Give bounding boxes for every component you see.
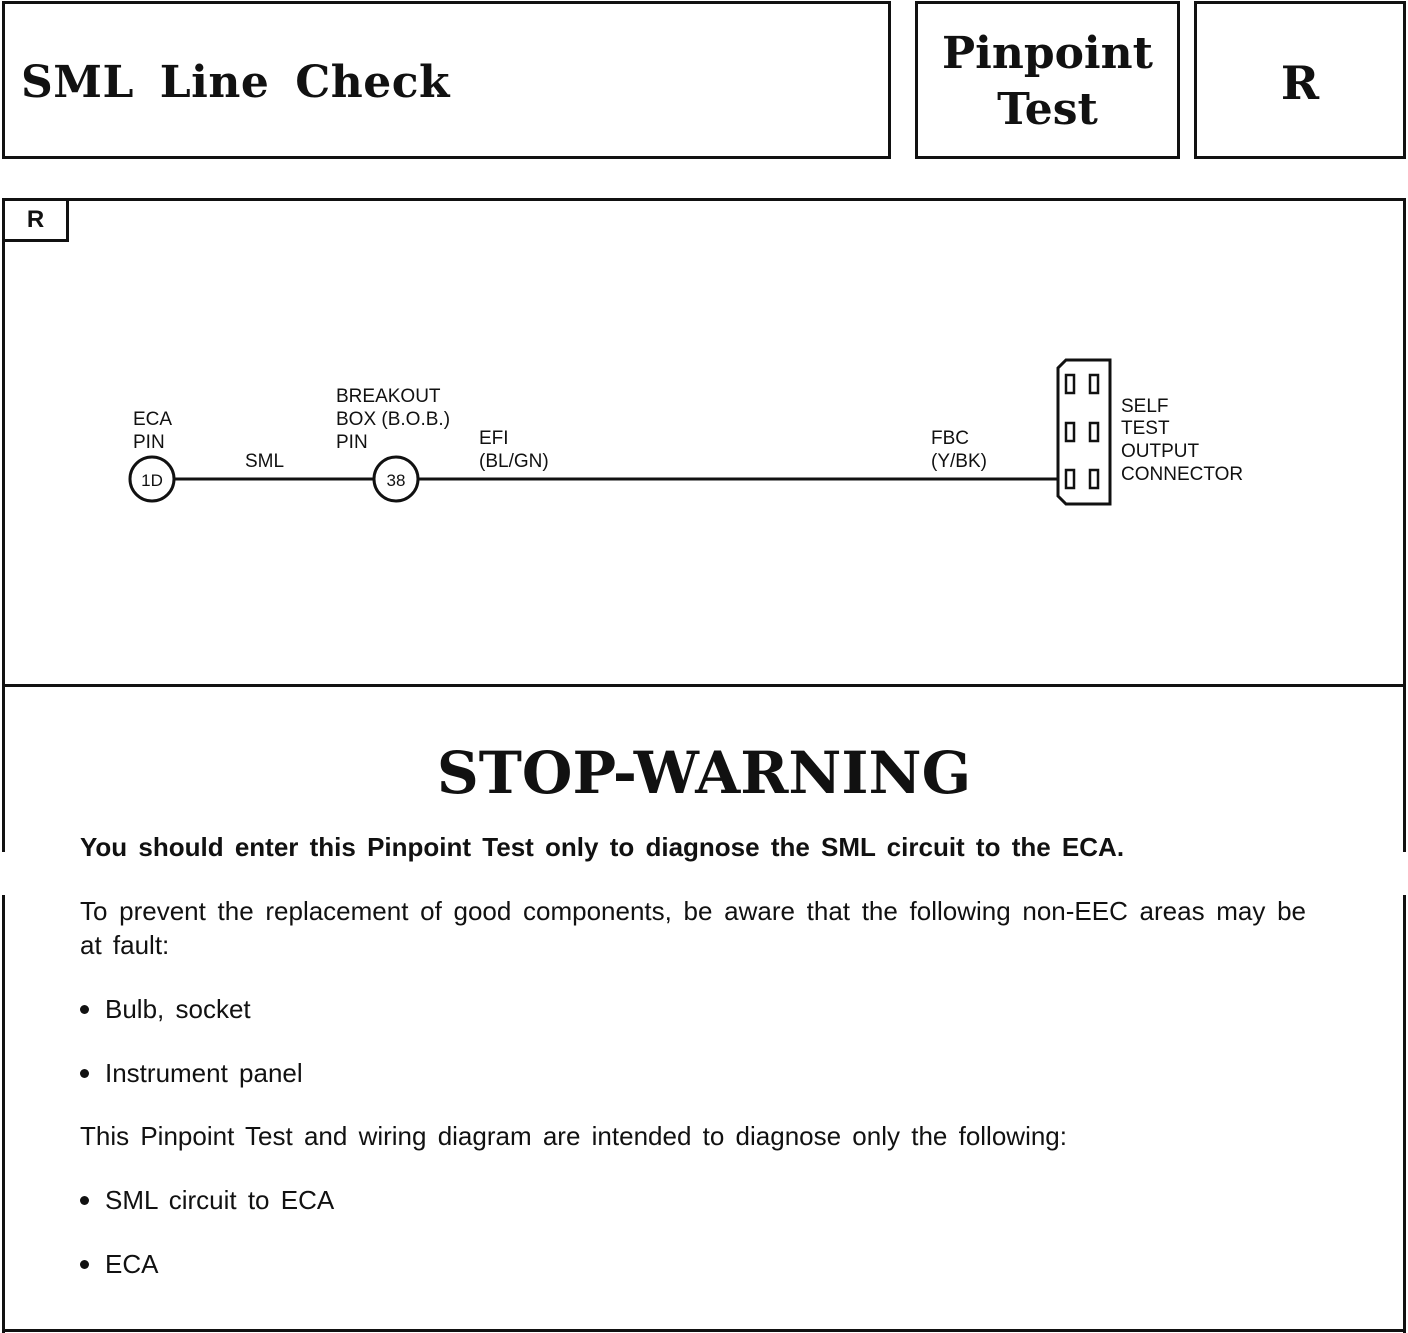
eca-label-line2: PIN xyxy=(133,432,165,453)
connector-label-line4: CONNECTOR xyxy=(1121,464,1244,485)
bob-label-line1: BREAKOUT xyxy=(336,386,441,407)
document-title: SML Line Check xyxy=(21,57,450,108)
list-item xyxy=(80,1183,334,1217)
test-code: R xyxy=(1280,56,1320,110)
connector-label-line2: TEST xyxy=(1121,418,1170,439)
eca-label-line1: ECA xyxy=(133,409,173,430)
list-item-label: Bulb, socket xyxy=(105,994,251,1024)
eca-pin-number: 1D xyxy=(141,471,163,490)
list-item-label: SML circuit to ECA xyxy=(105,1185,335,1215)
list-item xyxy=(80,1247,158,1281)
wiring-diagram-panel xyxy=(2,198,1406,687)
list-item xyxy=(80,1056,303,1090)
bob-pin-number: 38 xyxy=(386,471,406,490)
warning-title: STOP-WARNING xyxy=(436,739,972,807)
bullet-icon xyxy=(80,1260,89,1269)
wire-fbc-label-line2: (Y/BK) xyxy=(931,451,987,472)
bob-label-line3: PIN xyxy=(336,432,368,453)
warning-border-right-lower xyxy=(1403,895,1406,1333)
test-type-label: Pinpoint Test xyxy=(942,28,1153,135)
list-item xyxy=(80,992,251,1026)
wire-fbc-label-line1: FBC xyxy=(931,428,969,449)
bullet-icon xyxy=(80,1196,89,1205)
warning-intro: You should enter this Pinpoint Test only to diagnose the SML circuit to the ECA. xyxy=(80,832,1125,862)
warning-paragraph-1: To prevent the replacement of good components, be aware that the following non-EEC areas may be at fault: xyxy=(80,896,1306,960)
wire-sml-label: SML xyxy=(245,451,285,472)
list-item-label: ECA xyxy=(105,1249,159,1279)
bullet-icon xyxy=(80,1069,89,1078)
bob-label-line2: BOX (B.O.B.) xyxy=(336,409,451,430)
connector-label-line3: OUTPUT xyxy=(1121,441,1200,462)
list-item-label: Instrument panel xyxy=(105,1058,303,1088)
bullet-icon xyxy=(80,1005,89,1014)
warning-border-left-lower xyxy=(2,895,5,1333)
wire-efi-label-line1: EFI xyxy=(479,428,509,449)
warning-paragraph-2: This Pinpoint Test and wiring diagram are intended to diagnose only the following: xyxy=(80,1121,1067,1151)
connector-label-line1: SELF xyxy=(1121,396,1169,417)
step-tab: R xyxy=(2,198,69,242)
wire-efi-label-line2: (BL/GN) xyxy=(479,451,549,472)
